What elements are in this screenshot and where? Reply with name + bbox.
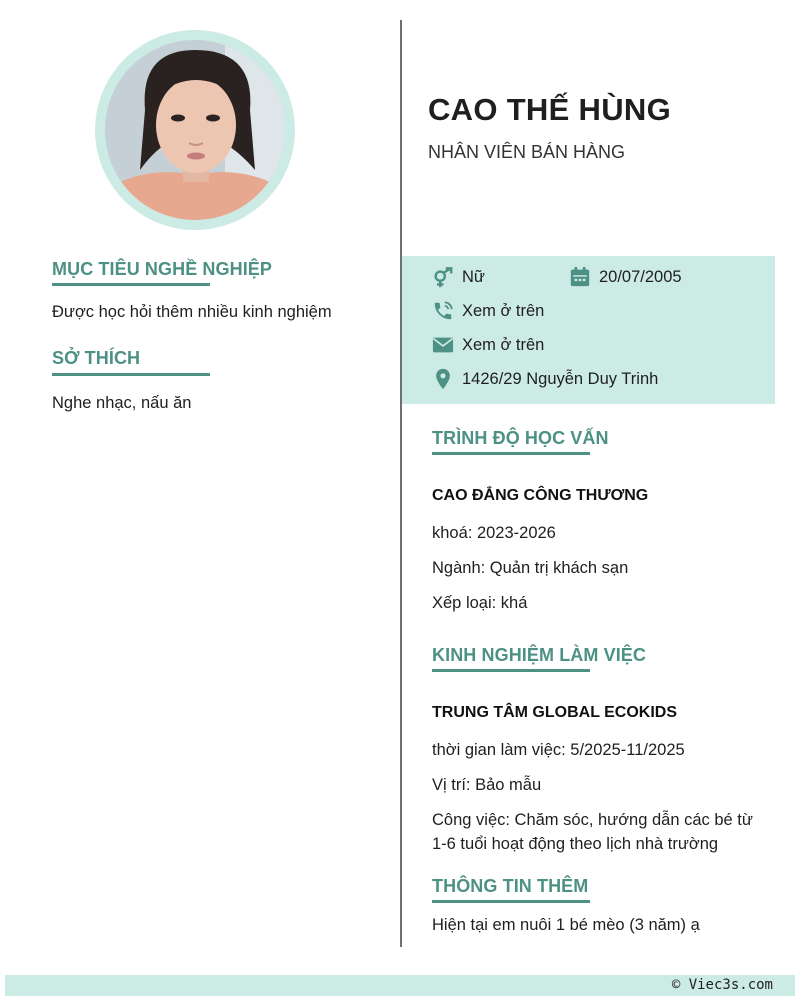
- education-underline: [432, 452, 590, 455]
- education-major: Ngành: Quản trị khách sạn: [432, 559, 629, 577]
- hobbies-text: Nghe nhạc, nấu ăn: [52, 394, 192, 412]
- experience-duties-line-1: Công việc: Chăm sóc, hướng dẫn các bé từ: [432, 811, 753, 829]
- column-divider: [400, 20, 402, 947]
- phone-icon: [432, 300, 454, 322]
- experience-company: TRUNG TÂM GLOBAL ECOKIDS: [432, 704, 678, 721]
- experience-title: KINH NGHIỆM LÀM VIỆC: [432, 645, 647, 665]
- candidate-name: CAO THẾ HÙNG: [428, 92, 671, 127]
- hobbies-title: SỞ THÍCH: [52, 348, 141, 368]
- additional-info-title: THÔNG TIN THÊM: [432, 876, 589, 896]
- footer-bar: [5, 975, 795, 996]
- avatar-frame: [95, 30, 295, 230]
- career-goal-title: MỤC TIÊU NGHỀ NGHIỆP: [52, 259, 273, 279]
- education-school: CAO ĐẲNG CÔNG THƯƠNG: [432, 487, 649, 504]
- gender-icon: [432, 267, 454, 289]
- experience-duties-line-2: 1-6 tuổi hoạt động theo lịch nhà trường: [432, 835, 719, 853]
- education-title: TRÌNH ĐỘ HỌC VẤN: [432, 428, 609, 448]
- education-grade: Xếp loại: khá: [432, 594, 528, 612]
- phone-value: Xem ở trên: [462, 302, 545, 320]
- career-goal-underline: [52, 283, 210, 286]
- location-icon: [432, 368, 454, 390]
- additional-info-underline: [432, 900, 590, 903]
- experience-period: thời gian làm việc: 5/2025-11/2025: [432, 741, 685, 759]
- birthday-value: 20/07/2005: [599, 268, 682, 286]
- career-goal-text: Được học hỏi thêm nhiều kinh nghiệm: [52, 303, 332, 321]
- job-title: NHÂN VIÊN BÁN HÀNG: [428, 142, 626, 162]
- additional-info-text: Hiện tại em nuôi 1 bé mèo (3 năm) ạ: [432, 916, 700, 934]
- gender-value: Nữ: [462, 268, 485, 286]
- hobbies-underline: [52, 373, 210, 376]
- education-period: khoá: 2023-2026: [432, 524, 556, 542]
- email-icon: [432, 334, 454, 356]
- avatar: [105, 40, 285, 220]
- email-value: Xem ở trên: [462, 336, 545, 354]
- calendar-icon: [569, 266, 591, 288]
- contact-info-box: [402, 256, 775, 404]
- footer-credit: © Viec3s.com: [671, 977, 773, 993]
- experience-position: Vị trí: Bảo mẫu: [432, 776, 542, 794]
- address-value: 1426/29 Nguyễn Duy Trinh: [462, 370, 659, 388]
- experience-underline: [432, 669, 590, 672]
